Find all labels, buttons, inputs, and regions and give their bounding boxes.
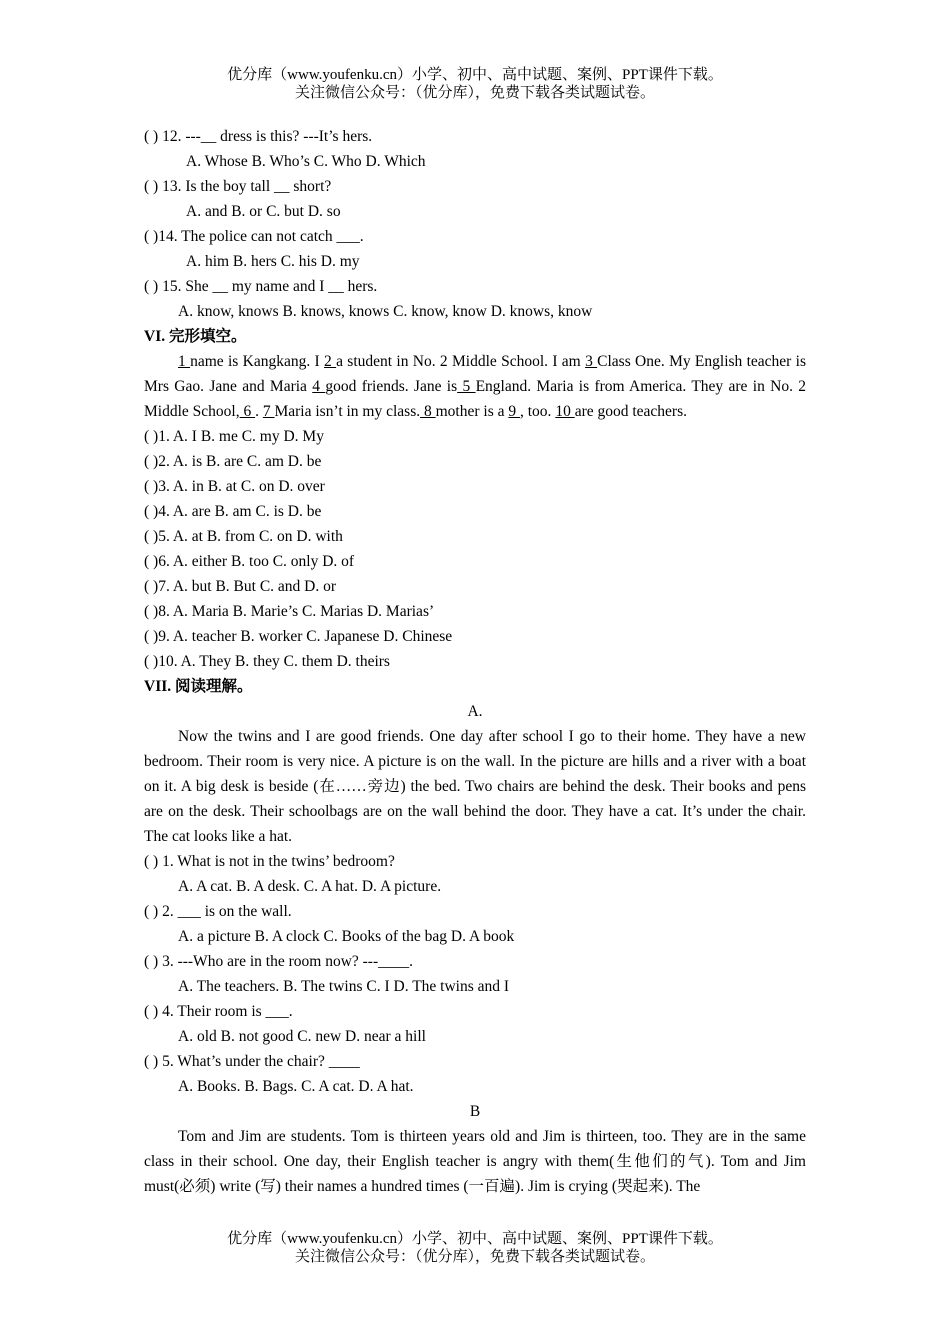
reading-a-options-5: A. Books. B. Bags. C. A cat. D. A hat. bbox=[178, 1078, 414, 1095]
passage-a: Now the twins and I are good friends. One day after school I go to their home. They have a new bedroom. Their room is very nice. A picture is on the wall. In the picture are hills and a river with a boat on it. A big desk is beside (在……旁边) the bed. Two chairs are behind the desk. Their books and pens are on the desk. Their schoolbags are on the wall behind the door. They have a cat. It’s under the chair. The cat looks like a hat. bbox=[144, 728, 806, 845]
reading-a-options-2: A. a picture B. A clock C. Books of the bag D. A book bbox=[178, 928, 515, 945]
blank-4: 4 bbox=[312, 378, 326, 395]
cloze-item-8: ( )8. A. Maria B. Marie’s C. Marias D. Marias’ bbox=[144, 603, 435, 620]
reading-a-question-3: ( ) 3. ---Who are in the room now? ---____. bbox=[144, 953, 414, 970]
question-12: ( ) 12. ---__ dress is this? ---It’s hers. bbox=[144, 128, 373, 145]
cloze-text: name is Kangkang. I bbox=[190, 353, 325, 370]
header-line-1: 优分库（www.youfenku.cn）小学、初中、高中试题、案例、PPT课件下载。 bbox=[227, 67, 723, 83]
cloze-item-4: ( )4. A. are B. am C. is D. be bbox=[144, 503, 322, 520]
cloze-item-1: ( )1. A. I B. me C. my D. My bbox=[144, 428, 324, 445]
blank-6: 6 bbox=[239, 403, 256, 420]
cloze-item-10: ( )10. A. They B. they C. them D. theirs bbox=[144, 653, 390, 670]
reading-a-question-2: ( ) 2. ___ is on the wall. bbox=[144, 903, 292, 920]
blank-10: 10 bbox=[555, 403, 575, 420]
options-15: A. know, knows B. knows, knows C. know, know D. knows, know bbox=[178, 303, 593, 320]
options-14: A. him B. hers C. his D. my bbox=[186, 253, 360, 270]
reading-a-options-1: A. A cat. B. A desk. C. A hat. D. A picture. bbox=[178, 878, 442, 895]
reading-a-options-3: A. The teachers. B. The twins C. I D. The twins and I bbox=[178, 978, 510, 995]
blank-8: 8 bbox=[420, 403, 436, 420]
cloze-text: England. Maria is from America. They are in No. 2 Middle School, bbox=[144, 378, 807, 420]
blank-5: 5 bbox=[457, 378, 476, 395]
header-line-2: 关注微信公众号：（优分库），免费下载各类试题试卷。 bbox=[294, 85, 655, 101]
options-12: A. Whose B. Who’s C. Who D. Which bbox=[186, 153, 426, 170]
options-13: A. and B. or C. but D. so bbox=[186, 203, 341, 220]
cloze-item-6: ( )6. A. either B. too C. only D. of bbox=[144, 553, 355, 570]
page-header bbox=[0, 66, 950, 102]
blank-2: 2 bbox=[324, 353, 337, 370]
cloze-item-9: ( )9. A. teacher B. worker C. Japanese D. Chinese bbox=[144, 628, 453, 645]
cloze-text: are good teachers. bbox=[574, 403, 688, 420]
reading-a-question-5: ( ) 5. What’s under the chair? ____ bbox=[144, 1053, 360, 1070]
reading-a-question-1: ( ) 1. What is not in the twins’ bedroom? bbox=[144, 853, 395, 870]
cloze-item-2: ( )2. A. is B. are C. am D. be bbox=[144, 453, 322, 470]
footer-line-1: 优分库（www.youfenku.cn）小学、初中、高中试题、案例、PPT课件下载。 bbox=[227, 1231, 723, 1247]
cloze-text: , too. bbox=[520, 403, 556, 420]
footer-line-2: 关注微信公众号：（优分库），免费下载各类试题试卷。 bbox=[294, 1249, 655, 1265]
reading-a-options-4: A. old B. not good C. new D. near a hill bbox=[178, 1028, 426, 1045]
page-footer bbox=[0, 1230, 950, 1266]
cloze-text: mother is a bbox=[435, 403, 509, 420]
blank-1: 1 bbox=[178, 353, 191, 370]
blank-3: 3 bbox=[585, 353, 598, 370]
passage-a-label: A. bbox=[467, 703, 483, 720]
cloze-text: a student in No. 2 Middle School. I am bbox=[336, 353, 586, 370]
cloze-text: . bbox=[255, 403, 263, 420]
cloze-item-7: ( )7. A. but B. But C. and D. or bbox=[144, 578, 337, 595]
question-14: ( )14. The police can not catch ___. bbox=[144, 228, 364, 245]
passage-b-label: B bbox=[469, 1103, 481, 1120]
question-15: ( ) 15. She __ my name and I __ hers. bbox=[144, 278, 378, 295]
cloze-item-3: ( )3. A. in B. at C. on D. over bbox=[144, 478, 325, 495]
blank-7: 7 bbox=[262, 403, 275, 420]
cloze-text: Maria isn’t in my class. bbox=[274, 403, 421, 420]
section-6-title: VI. 完形填空。 bbox=[144, 328, 247, 345]
cloze-passage bbox=[144, 349, 806, 424]
cloze-item-5: ( )5. A. at B. from C. on D. with bbox=[144, 528, 343, 545]
question-13: ( ) 13. Is the boy tall __ short? bbox=[144, 178, 332, 195]
exam-content bbox=[144, 124, 806, 1199]
section-7-title: VII. 阅读理解。 bbox=[144, 678, 253, 695]
passage-b: Tom and Jim are students. Tom is thirteen years old and Jim is thirteen, too. They are in the same class in their school. One day, their English teacher is angry with them(生他们的气). Tom and Jim must(必须) write (写) their names a hundred times (一百遍). Jim is crying (哭起来). The bbox=[144, 1128, 806, 1195]
cloze-text: good friends. Jane is bbox=[325, 378, 458, 395]
cloze-text: Class One. My English teacher is Mrs Gao. Jane and Maria bbox=[144, 353, 807, 395]
reading-a-question-4: ( ) 4. Their room is ___. bbox=[144, 1003, 293, 1020]
blank-9: 9 bbox=[508, 403, 520, 420]
